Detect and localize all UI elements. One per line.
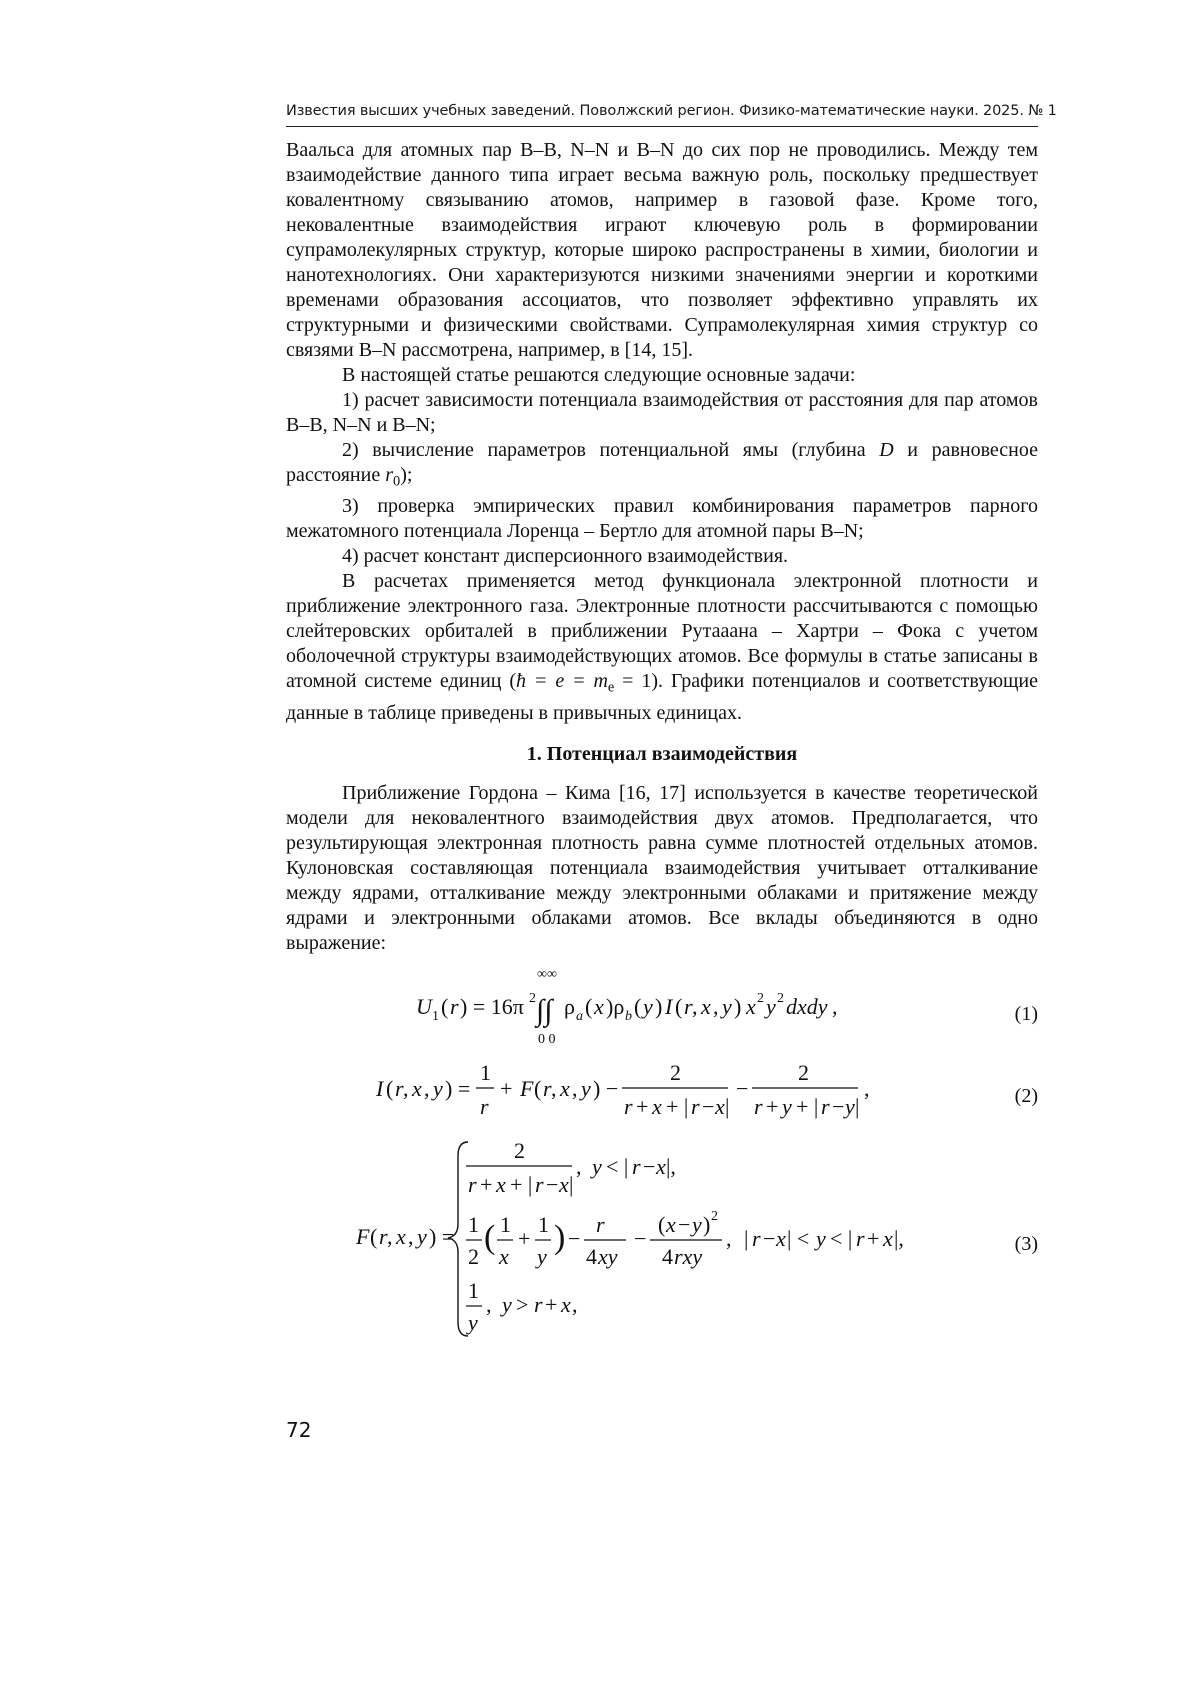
svg-text:r: r [754,1093,763,1119]
svg-text:−: − [546,1171,559,1197]
svg-text:−: − [736,1075,749,1101]
svg-text:(: ( [634,993,642,1019]
svg-text:) =: ) = [445,1075,471,1101]
svg-text:4: 4 [586,1243,597,1269]
svg-text:x: x [656,1153,666,1179]
svg-text:r: r [535,1171,544,1197]
svg-text:|,: |, [894,1225,904,1251]
paragraph-method [286,569,1038,725]
svg-text:a: a [576,1008,583,1024]
svg-text:(: ( [386,1075,394,1101]
svg-text:y: y [581,1075,591,1101]
equation-3-formula [286,1136,926,1342]
svg-text:,: , [832,993,838,1019]
svg-text:< |: < | [606,1153,629,1179]
svg-text:) −: ) − [593,1075,619,1101]
svg-text:r: r [632,1153,641,1179]
svg-text:x: x [496,1171,506,1197]
svg-text:| <: | < [787,1225,810,1251]
page-number: 72 [286,1418,312,1442]
distance-symbol: r [385,464,394,486]
task-item-2 [286,438,1038,494]
paragraph-method-text-b: ). Графики потенциалов и соответствующие данные в таблице приведены в привычных единицах. [286,670,1039,724]
svg-text:x: x [701,993,711,1019]
svg-text:+: + [545,1291,558,1317]
svg-text:,: , [576,1153,582,1179]
svg-text:+: + [867,1225,880,1251]
svg-text:2: 2 [670,1059,681,1085]
svg-text:+: + [636,1093,649,1119]
depth-symbol: D [879,439,894,461]
svg-text:r: r [395,1075,404,1101]
svg-text:y: y [845,1093,855,1119]
svg-text:+ |: + | [796,1093,819,1119]
task-item-3: 3) проверка эмпирических правил комбинирования параметров парного межатомного потенциала Лоренца – Бертло для атомной пары B–N; [286,495,1038,543]
svg-text:∞∞: ∞∞ [537,966,557,982]
svg-text:−: − [678,1211,691,1237]
svg-text:,: , [572,1291,578,1317]
svg-text:y: y [468,1309,478,1335]
svg-text:−: − [634,1225,647,1251]
svg-text:y: y [417,1223,427,1249]
svg-text:>: > [516,1291,529,1317]
svg-text:I: I [665,993,673,1019]
svg-text:y: y [592,1153,602,1179]
svg-text:−: − [568,1225,581,1251]
atomic-units-end: = 1 [614,670,652,693]
svg-text:y: y [782,1093,792,1119]
equation-1-formula [286,964,926,1046]
svg-text:2: 2 [798,1059,809,1085]
svg-text:0 0: 0 0 [538,1031,556,1046]
equation-2 [286,1054,1038,1128]
svg-text:r: r [821,1093,830,1119]
svg-text:x: x [883,1225,893,1251]
svg-text:,: , [387,1223,393,1249]
svg-text:(: ( [370,1223,378,1249]
svg-text:r: r [624,1093,633,1119]
svg-text:y: y [766,993,776,1019]
task-item-4: 4) расчет констант дисперсионного взаимодействия. [342,545,789,568]
svg-text:2: 2 [529,990,536,1006]
task-item-2-text-a: 2) вычисление параметров потенциальной ямы (глубина [342,439,880,461]
svg-text:(: ( [484,1218,496,1256]
svg-text:x: x [499,1243,509,1269]
svg-text:+: + [500,1075,513,1101]
running-head: Известия высших учебных заведений. Поволжский регион. Физико-математические науки. 2025. № 1 [286,103,1057,119]
svg-text:)ρ: )ρ [606,993,625,1019]
svg-text:(: ( [585,993,593,1019]
svg-text:r: r [379,1223,388,1249]
svg-text:,: , [713,993,719,1019]
svg-text:r: r [450,993,459,1019]
equation-3-number: (3) [1014,1232,1038,1255]
paragraph-tasks-intro: В настоящей статье решаются следующие основные задачи: [342,364,856,386]
svg-text:+: + [766,1093,779,1119]
svg-text:r: r [691,1093,700,1119]
svg-text:): ) [734,993,742,1019]
svg-text:,: , [408,1223,414,1249]
svg-text:(: ( [441,993,449,1019]
svg-text:1: 1 [480,1059,491,1085]
svg-text:∫∫: ∫∫ [536,993,553,1027]
svg-text:+: + [480,1171,493,1197]
svg-text:4: 4 [662,1243,673,1269]
svg-text:y: y [433,1075,443,1101]
atomic-units-subscript: e [607,679,615,696]
svg-text:y: y [502,1291,512,1317]
svg-text:): ) [554,1218,566,1256]
svg-text:2: 2 [777,990,784,1006]
svg-text:y: y [537,1243,547,1269]
svg-text:r: r [468,1171,477,1197]
svg-text:x: x [561,1291,571,1317]
svg-text:|: | [725,1093,730,1119]
svg-text:x: x [776,1225,786,1251]
svg-text:−: − [763,1225,776,1251]
svg-text:x: x [412,1075,422,1101]
svg-text:r: r [856,1225,865,1251]
svg-text:,: , [692,993,698,1019]
equation-2-formula [286,1054,926,1128]
svg-text:y: y [643,993,653,1019]
svg-text:F: F [520,1075,534,1101]
svg-text:|,: |, [666,1153,676,1179]
svg-text:x: x [715,1093,725,1119]
equation-3 [286,1136,1038,1342]
svg-text:r: r [543,1075,552,1101]
equation-1-number: (1) [1014,1002,1038,1025]
svg-text:x: x [652,1093,662,1119]
paragraph-gordon-kim: Приближение Гордона – Кима [16, 17] используется в качестве теоретической модели для нековалентного взаимодействия двух атомов. Предполагается, что результирующая электронная плотность равна сумме плотностей отдельных атомов. Кулоновская составляющая потенциала взаимодействия учитывает отталкивание между ядрами, отталкивание между электронными облаками и притяжение между ядрами и электронными облаками атомов. Все вклады объединяются в одно выражение: [286,781,1038,954]
svg-text:2: 2 [514,1137,525,1163]
distance-subscript: 0 [393,473,401,490]
svg-text:1: 1 [468,1277,479,1303]
svg-text:,: , [424,1075,430,1101]
svg-text:(: ( [534,1075,542,1101]
svg-text:,: , [403,1075,409,1101]
equation-1 [286,964,1038,1046]
header-rule [286,126,1038,127]
svg-text:r: r [596,1211,605,1237]
paragraph-intro-continued: Ваальса для атомных пар B–B, N–N и B–N до сих пор не проводились. Между тем взаимодействие данного типа играет весьма важную роль, поскольку предшествует ковалентному связыванию атомов, например в газовой фазе. Кроме того, нековалентные взаимодействия играют ключевую роль в формировании супрамолекулярных структур, которые широко распространены в химии, биологии и нанотехнологиях. Они характеризуются низкими значениями энергии и короткими временами образования ассоциатов, что позволяет эффективно управлять их структурными и физическими свойствами. Супрамолекулярная химия структур со связями B–N рассмотрена, например, в [14, 15]. [286,139,1038,361]
page-body [286,138,1038,1342]
svg-text:y: y [816,1225,826,1251]
svg-text:(: ( [675,993,683,1019]
svg-text:x: x [560,1075,570,1101]
svg-text:x: x [666,1211,676,1237]
svg-text:rxy: rxy [674,1243,703,1269]
svg-text:2: 2 [757,990,764,1006]
svg-text:xy: xy [598,1243,618,1269]
svg-text:dxdy: dxdy [786,993,828,1019]
svg-text:r: r [752,1225,761,1251]
svg-text:|: | [569,1171,574,1197]
svg-text:1: 1 [500,1211,511,1237]
svg-text:,: , [486,1291,492,1317]
task-item-2-text-c: ); [400,464,413,486]
svg-text:−: − [643,1153,656,1179]
svg-text:2: 2 [468,1243,479,1269]
svg-text:−: − [832,1093,845,1119]
svg-text:,: , [572,1075,578,1101]
svg-text:+ |: + | [666,1093,689,1119]
svg-text:x: x [396,1223,406,1249]
svg-text:r: r [480,1093,489,1119]
svg-text:I: I [376,1075,384,1101]
svg-text:1: 1 [538,1211,549,1237]
svg-text:r: r [534,1291,543,1317]
atomic-units-formula: ħ = e = m [516,670,608,693]
svg-text:) = 16π: ) = 16π [460,993,524,1019]
svg-text:) =: ) = [429,1223,455,1249]
svg-text:,: , [551,1075,557,1101]
svg-text:2: 2 [711,1208,718,1224]
svg-text:U: U [416,993,432,1019]
svg-text:r: r [684,993,693,1019]
svg-text:+: + [518,1225,531,1251]
svg-text:x: x [594,993,604,1019]
svg-text:(: ( [658,1211,666,1237]
svg-text:|: | [855,1093,860,1119]
svg-text:y: y [692,1211,702,1237]
svg-text:b: b [625,1008,632,1024]
task-item-2-text-b: и равновесное расстояние [286,439,1038,486]
svg-text:−: − [702,1093,715,1119]
svg-text:): ) [655,993,663,1019]
svg-text:1: 1 [432,1008,439,1024]
svg-text:): ) [703,1211,711,1237]
svg-text:ρ: ρ [564,993,575,1019]
svg-text:|: | [744,1225,749,1251]
svg-text:,: , [864,1075,870,1101]
svg-text:F: F [356,1223,370,1249]
svg-text:x: x [559,1171,569,1197]
svg-text:y: y [722,993,732,1019]
svg-text:+ |: + | [510,1171,533,1197]
svg-text:< |: < | [830,1225,853,1251]
svg-text:1: 1 [468,1211,479,1237]
equation-2-number: (2) [1014,1084,1038,1107]
paragraph-method-text-a: В расчетах применяется метод функционала электронной плотности и приближение электронного газа. Электронные плотности рассчитываются с помощью слейтеровских орбиталей в приближении Рутааана – Хартри – Фока с учетом оболочечной структуры взаимодействующих атомов. Все формулы в статье записаны в атомной системе единиц ( [286,570,1038,693]
task-item-1: 1) расчет зависимости потенциала взаимодействия от расстояния для пар атомов B–B, N–N и B–N; [286,389,1038,436]
svg-text:,: , [726,1225,732,1251]
svg-text:x: x [746,993,756,1019]
section-heading: 1. Потенциал взаимодействия [526,742,798,765]
